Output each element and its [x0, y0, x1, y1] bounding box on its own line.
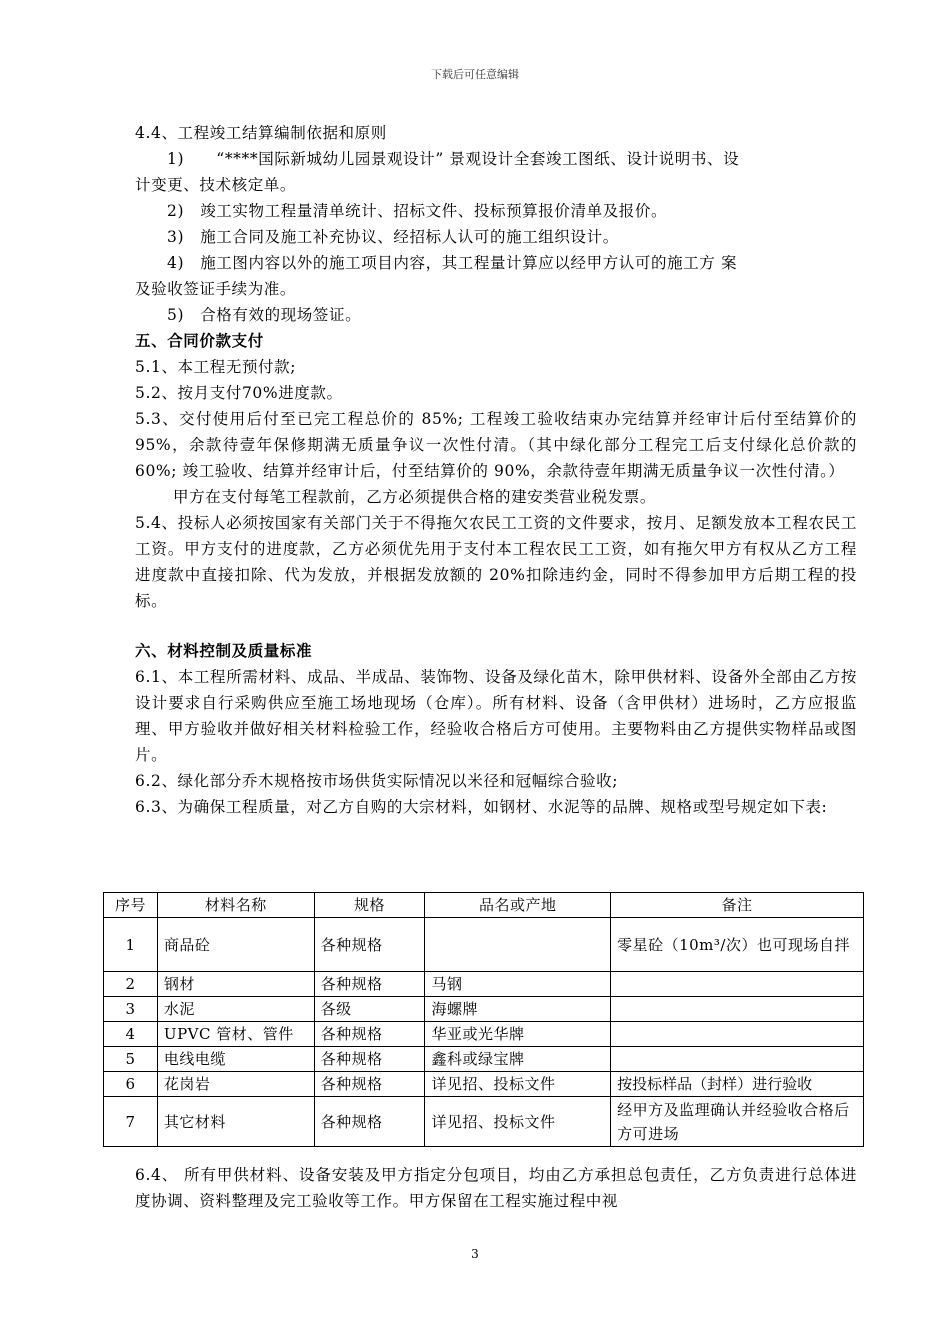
- row-no: 3: [104, 997, 158, 1022]
- clause-6-2: 6.2、绿化部分乔木规格按市场供货实际情况以米径和冠幅综合验收;: [135, 772, 619, 790]
- section-5-title: 五、合同价款支付: [135, 331, 264, 350]
- row-brand: 详见招、投标文件: [425, 1097, 611, 1147]
- basis-item-2: 2) 竣工实物工程量清单统计、招标文件、投标预算报价清单及报价。: [167, 202, 668, 220]
- basis-item-4: 4) 施工图内容以外的施工项目内容，其工程量计算应以经甲方认可的施工方 案: [167, 254, 738, 272]
- table-header-row: [104, 893, 864, 918]
- clause-5-3: 5.3、交付使用后付至已完工程总价的 85%; 工程竣工验收结束办完结算并经审计后付至结算价的 95%，余款待壹年保修期满无质量争议一次性付清。（其中绿化部分工程完工后支付绿化总价款的 60%; 竣工验收、结算并经审计后，付至结算价的 90%，余款待壹年期满无质量争议一次性付清。）: [135, 410, 857, 480]
- clause-6-1: 6.1、本工程所需材料、成品、半成品、装饰物、设备及绿化苗木，除甲供材料、设备外全部由乙方按设计要求自行采购供应至施工场地现场（仓库）。所有材料、设备（含甲供材）进场时，乙方应报监理、甲方验收并做好相关材料检验工作，经验收合格后方可使用。主要物料由乙方提供实物样品或图片。: [135, 668, 857, 764]
- clause-5-4: 5.4、投标人必须按国家有关部门关于不得拖欠农民工工资的文件要求，按月、足额发放本工程农民工工资。甲方支付的进度款，乙方必须优先用于支付本工程农民工工资，如有拖欠甲方有权从乙方工程进度款中直接扣除、代为发放，并根据发放额的 20%扣除违约金，同时不得参加甲方后期工程的投标。: [135, 514, 857, 610]
- row-spec: 各种规格: [314, 1072, 425, 1097]
- row-brand: [425, 918, 611, 972]
- row-spec: 各种规格: [314, 1097, 425, 1147]
- clause-5-2: 5.2、按月支付70%进度款。: [135, 384, 343, 402]
- row-name: 水泥: [157, 997, 314, 1022]
- row-note: 经甲方及监理确认并经验收合格后方可进场: [611, 1097, 864, 1147]
- row-spec: 各种规格: [314, 972, 425, 997]
- header-note: 备注: [611, 893, 864, 918]
- row-spec: 各种规格: [314, 918, 425, 972]
- row-note: [611, 1022, 864, 1047]
- document-body: [135, 120, 857, 820]
- row-no: 7: [104, 1097, 158, 1147]
- row-note: [611, 997, 864, 1022]
- row-name: 钢材: [157, 972, 314, 997]
- row-note: [611, 1047, 864, 1072]
- header-name: 材料名称: [157, 893, 314, 918]
- section-6-title: 六、材料控制及质量标准: [135, 641, 313, 660]
- page-header-note: 下载后可任意编辑: [431, 68, 519, 81]
- table-row: [104, 997, 864, 1022]
- row-spec: 各级: [314, 997, 425, 1022]
- spacer: [135, 614, 857, 638]
- row-brand: 鑫科或绿宝牌: [425, 1047, 611, 1072]
- row-name: 商品砼: [157, 918, 314, 972]
- header-no: 序号: [104, 893, 158, 918]
- row-no: 5: [104, 1047, 158, 1072]
- materials-table: [103, 892, 864, 1147]
- row-note: 按投标样品（封样）进行验收: [611, 1072, 864, 1097]
- row-name: 其它材料: [157, 1097, 314, 1147]
- clause-6-4: 6.4、 所有甲供材料、设备安装及甲方指定分包项目，均由乙方承担总包责任，乙方负责进行总体进度协调、资料整理及完工验收等工作。甲方保留在工程实施过程中视: [135, 1166, 857, 1210]
- row-brand: 华亚或光华牌: [425, 1022, 611, 1047]
- row-note: [611, 972, 864, 997]
- table-row: [104, 1072, 864, 1097]
- row-no: 6: [104, 1072, 158, 1097]
- header-brand: 品名或产地: [425, 893, 611, 918]
- row-note: 零星砼（10m³/次）也可现场自拌: [611, 918, 864, 972]
- row-name: 电线电缆: [157, 1047, 314, 1072]
- basis-item-1-cont: 计变更、技术核定单。: [135, 176, 297, 194]
- clause-6-3: 6.3、为确保工程质量，对乙方自购的大宗材料，如钢材、水泥等的品牌、规格或型号规定如下表:: [135, 798, 828, 816]
- row-brand: 详见招、投标文件: [425, 1072, 611, 1097]
- table-row: [104, 1022, 864, 1047]
- basis-item-1: 1) “****国际新城幼儿园景观设计” 景观设计全套竣工图纸、设计说明书、设: [167, 150, 740, 168]
- basis-item-5: 5) 合格有效的现场签证。: [167, 306, 362, 324]
- section-4-4-title: 4.4、工程竣工结算编制依据和原则: [135, 124, 387, 142]
- row-spec: 各种规格: [314, 1022, 425, 1047]
- basis-item-3: 3) 施工合同及施工补充协议、经招标人认可的施工组织设计。: [167, 228, 619, 246]
- table-row: [104, 1097, 864, 1147]
- row-name: UPVC 管材、管件: [157, 1022, 314, 1047]
- table-row: [104, 1047, 864, 1072]
- row-no: 1: [104, 918, 158, 972]
- row-name: 花岗岩: [157, 1072, 314, 1097]
- clause-5-1: 5.1、本工程无预付款;: [135, 358, 297, 376]
- clause-5-3-invoice: 甲方在支付每笔工程款前，乙方必须提供合格的建安类营业税发票。: [173, 488, 657, 506]
- table-row: [104, 918, 864, 972]
- page-number: 3: [471, 1247, 479, 1261]
- header-spec: 规格: [314, 893, 425, 918]
- clause-6-4-block: [135, 1162, 857, 1214]
- row-no: 2: [104, 972, 158, 997]
- basis-item-4-cont: 及验收签证手续为准。: [135, 280, 297, 298]
- row-brand: 海螺牌: [425, 997, 611, 1022]
- row-no: 4: [104, 1022, 158, 1047]
- table-row: [104, 972, 864, 997]
- row-spec: 各种规格: [314, 1047, 425, 1072]
- row-brand: 马钢: [425, 972, 611, 997]
